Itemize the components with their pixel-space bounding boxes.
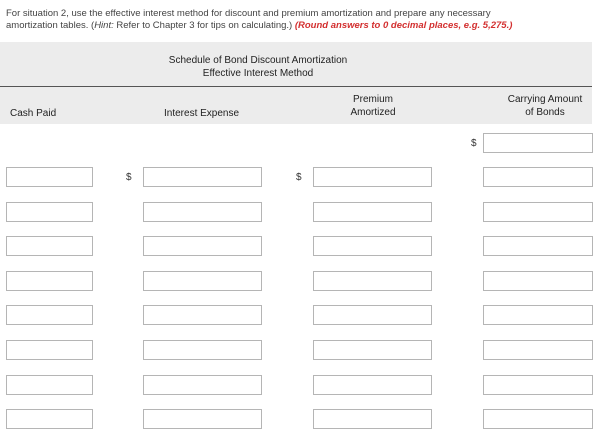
cash-paid-input[interactable] [6, 167, 93, 187]
header-carrying-amount: Carrying Amount of Bonds [507, 94, 583, 118]
header-cash-paid: Cash Paid [10, 108, 57, 119]
carrying-amount-input[interactable] [483, 167, 593, 187]
premium-amortized-input[interactable] [313, 409, 432, 429]
hint-text: Refer to Chapter 3 for tips on calculating.) [113, 20, 295, 31]
table-subtitle: Effective Interest Method [202, 68, 314, 79]
premium-amortized-input[interactable] [313, 340, 432, 360]
interest-expense-input[interactable] [143, 375, 262, 395]
table-title-band [0, 42, 592, 87]
carrying-amount-input[interactable] [483, 340, 593, 360]
header-premium-amortized: Premium Amortized [350, 94, 396, 118]
currency-symbol: $ [126, 172, 132, 183]
carrying-amount-input[interactable] [483, 236, 593, 256]
premium-amortized-input[interactable] [313, 167, 432, 187]
premium-amortized-input[interactable] [313, 202, 432, 222]
table-header [0, 87, 592, 124]
cash-paid-input[interactable] [6, 409, 93, 429]
header-interest-expense: Interest Expense [164, 108, 240, 119]
instructions-line2: amortization tables. ( [6, 20, 95, 31]
instructions [6, 8, 596, 32]
interest-expense-input[interactable] [143, 236, 262, 256]
premium-amortized-input[interactable] [313, 236, 432, 256]
carrying-amount-input[interactable] [483, 271, 593, 291]
instructions-line1: For situation 2, use the effective interest method for discount and premium amortization and prepare any necessary [6, 8, 491, 19]
carrying-amount-input[interactable] [483, 133, 593, 153]
rounding-note: (Round answers to 0 decimal places, e.g. 5,275.) [294, 20, 513, 31]
premium-amortized-input[interactable] [313, 271, 432, 291]
cash-paid-input[interactable] [6, 271, 93, 291]
premium-amortized-input[interactable] [313, 375, 432, 395]
carrying-amount-input[interactable] [483, 375, 593, 395]
carrying-amount-input[interactable] [483, 202, 593, 222]
interest-expense-input[interactable] [143, 305, 262, 325]
cash-paid-input[interactable] [6, 236, 93, 256]
interest-expense-input[interactable] [143, 202, 262, 222]
interest-expense-input[interactable] [143, 409, 262, 429]
interest-expense-input[interactable] [143, 340, 262, 360]
cash-paid-input[interactable] [6, 375, 93, 395]
interest-expense-input[interactable] [143, 167, 262, 187]
cash-paid-input[interactable] [6, 305, 93, 325]
table-title: Schedule of Bond Discount Amortization [168, 55, 348, 66]
currency-symbol: $ [471, 138, 477, 149]
cash-paid-input[interactable] [6, 202, 93, 222]
currency-symbol: $ [296, 172, 302, 183]
carrying-amount-input[interactable] [483, 305, 593, 325]
interest-expense-input[interactable] [143, 271, 262, 291]
carrying-amount-input[interactable] [483, 409, 593, 429]
cash-paid-input[interactable] [6, 340, 93, 360]
premium-amortized-input[interactable] [313, 305, 432, 325]
hint-label: Hint: [94, 20, 114, 31]
